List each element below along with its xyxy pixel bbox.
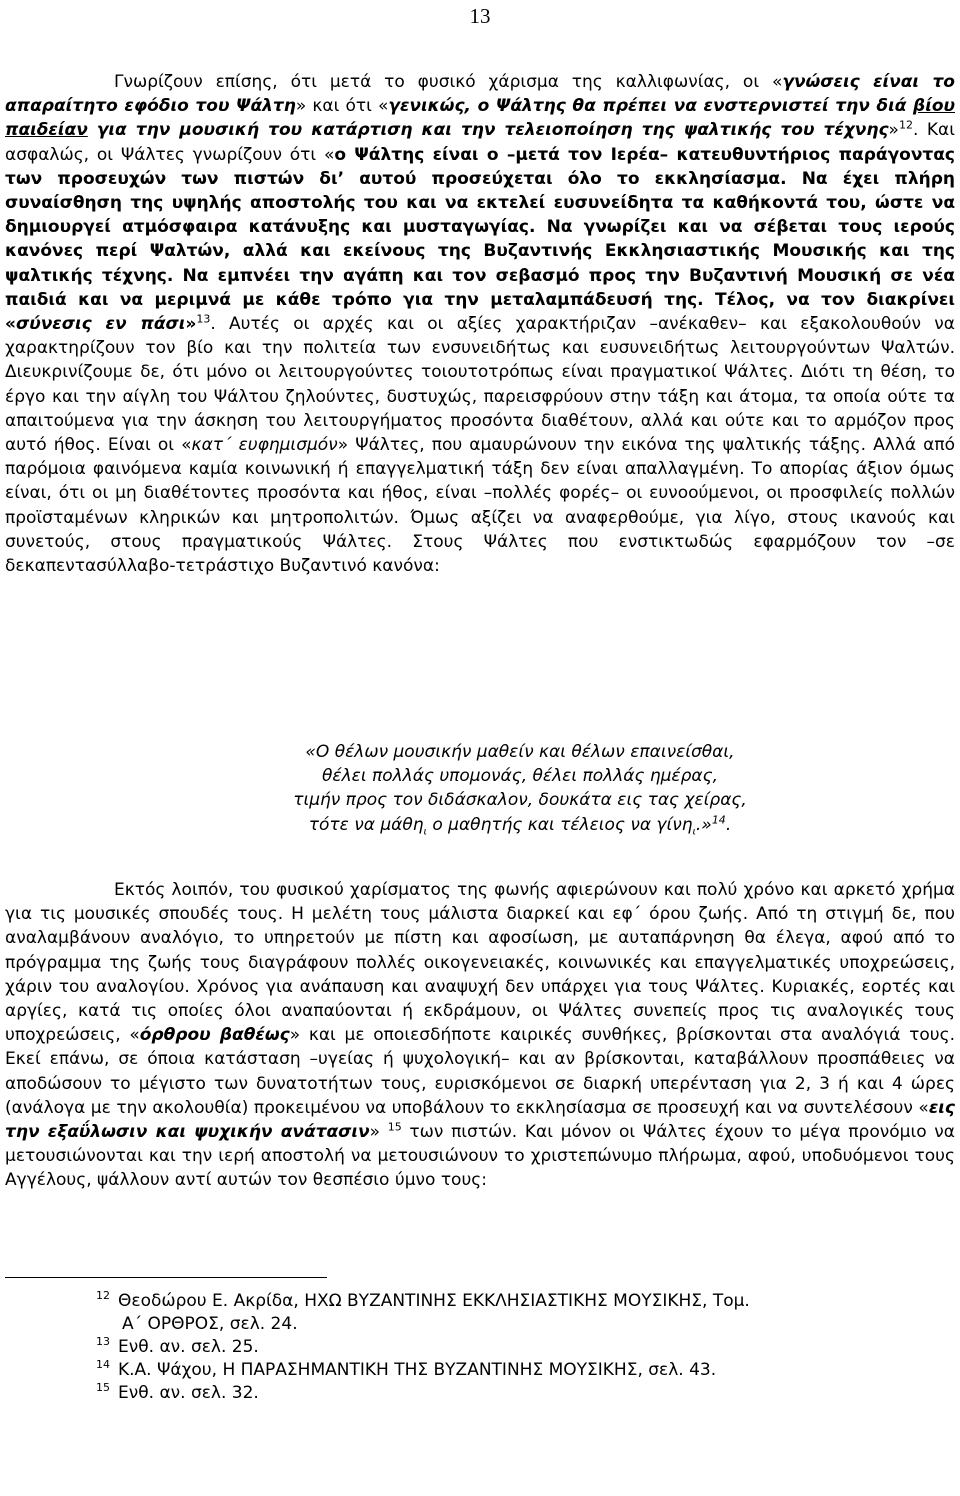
text-run-bold: » [185,314,197,335]
poem-line-4 [0,813,960,837]
text-run: Γνωρίζουν επίσης, ότι μετά το φυσικό χάρισμα της καλλιφωνίας, οι « [114,72,783,92]
footnote-text: Ενθ. αν. σελ. 32. [118,1383,259,1403]
footnote-number: 14 [96,1358,110,1372]
poem-text: .» [695,814,712,835]
footnote-number: 12 [96,1289,110,1303]
text-run-bold-italic: όρθρου βαθέως [139,1025,290,1046]
text-run-italic: κατ΄ ευφημισμόν [191,435,338,456]
poem-text: . [725,814,732,835]
footnote-14 [96,1359,936,1382]
poem-text: ο μαθητής και τέλειος να γίνη [426,814,693,835]
byzantine-canon-poem [0,740,960,837]
footnotes [96,1290,936,1405]
poem-line-1: «Ο θέλων μουσικήν μαθείν και θέλων επαινείσθαι, [305,742,735,762]
footnote-13 [96,1336,936,1359]
page-number: 13 [469,4,491,28]
iota-subscript: ι [423,826,427,837]
text-run-bold: ο Ψάλτης είναι ο –μετά τον Ιερέα– κατευθυντήριος παράγοντας των προσευχών των πιστών δι’ αυτού προσεύχεται όλο το εκκλησίασμα. Να έχει πλήρη συναίσθηση της υψηλής αποστολής του και να εκτελεί ευσυνείδητα τα καθήκοντά του, ώστε να δημιουργεί ατμόσφαιρα κατάνυξης και μυσταγωγίας. Να γνωρίζει και να σέβεται τους ιερούς κανόνες περί Ψαλτών, αλλά και εκείνους της Βυζαντινής Εκκλησιαστικής Μουσικής και της ψαλτικής τέχνης. Να εμπνέει την αγάπη και τον σεβασμό προς την Βυζαντινή Μουσική σε νέα παιδιά και να μεριμνά με κάθε τρόπο για την μεταλαμπάδευσή της. Τέλος, να τον διακρίνει « [5,144,956,335]
poem-text: τότε να μάθη [308,814,424,835]
poem-line-3: τιμήν προς τον διδάσκαλον, δουκάτα εις τας χείρας, [293,790,747,811]
text-run-bold-italic: για την μουσική του κατάρτιση και την τελειοποίηση της ψαλτικής του τέχνης [87,120,889,141]
paragraph-2 [5,878,955,1193]
text-run: Εκτός λοιπόν, του φυσικού χαρίσματος της φωνής αφιερώνουν και πολύ χρόνο και αρκετό χρήμα για τις μουσικές σπουδές τους. Η μελέτη τους μάλιστα διαρκεί και εφ΄ όρου ζωής. Από τη στιγμή δε, που αναλαμβάνουν αναλόγιο, το υπηρετούν με πίστη και αφοσίωση, με αυταπάρνηση θα έλεγα, αφού από το πρόγραμμα της ζωής τους διαγράφουν πολλές οικογενειακές, κοινωνικές και επαγγελματικές υποχρεώσεις, χάριν του αναλογίου. Χρόνος για ανάπαυση και αναψυχή δεν υπάρχει για τους Ψάλτες. Κυριακές, εορτές και αργίες, κατά τις οποίες όλοι αναπαύονται ή εκδράμουν, οι Ψάλτες συνεπείς προς τις αναλογικές τους υποχρεώσεις, « [5,880,955,1046]
footnote-12-continuation: Α΄ ΟΡΘΡΟΣ, σελ. 24. [122,1314,298,1334]
footnote-15 [96,1382,936,1405]
text-run-bold-italic: εις την εξαΰλωσιν και ψυχικήν ανάτασιν [5,1097,955,1143]
footnote-ref-14[interactable]: 14 [711,812,726,826]
paragraph-1 [5,70,955,578]
poem-line-2: θέλει πολλάς υπομονάς, θέλει πολλάς ημέρας, [321,766,718,787]
footnote-ref-13[interactable]: 13 [196,312,211,326]
text-run: » Ψάλτες, που αμαυρώνουν την εικόνα της ψαλτικής τάξης. Αλλά από παρόμοια φαινόμενα καμία κοινωνική ή επαγγελματική τάξη δεν είναι απαλλαγμένη. Το απορίας άξιον όμως είναι, ότι οι μη διαθέτοντες προσόντα και ήθος, είναι –πολλές φορές– οι ευνοούμενοι, οι προσφιλείς πολλών προϊσταμένων κληρικών και μητροπολιτών. Όμως αξίζει να αναφερθούμε, για λίγο, στους ικανούς και συνετούς, στους πραγματικούς Ψάλτες. Στους Ψάλτες που ενστικτωδώς εφαρμόζουν τον –σε δεκαπεντασύλλαβο-τετράστιχο Βυζαντινό κανόνα: [5,435,955,577]
text-run: » [369,1122,388,1143]
text-run-bold-italic: γενικώς, ο Ψάλτης θα πρέπει να ενστερνιστεί την διά [388,96,914,117]
footnote-text: Κ.Α. Ψάχου, Η ΠΑΡΑΣΗΜΑΝΤΙΚΗ ΤΗΣ ΒΥΖΑΝΤΙΝΗΣ ΜΟΥΣΙΚΗΣ, σελ. 43. [118,1360,717,1380]
text-run-underlined: βίου παιδείαν [5,96,955,141]
text-run: » [888,120,899,141]
text-run: » και με οποιεσδήποτε καιρικές συνθήκες, βρίσκονται στα αναλόγιά τους. Εκεί επάνω, σε όποια κατάσταση –υγείας ή ψυχολογική– και αν βρίσκονται, καταβάλλουν προσπάθειες να αποδώσουν το μέγιστο των δυνατοτήτων τους, ευρισκόμενοι σε διαρκή υπερένταση για 2, 3 ή και 4 ώρες (ανάλογα με την ακολουθία) προκειμένου να υποβάλουν το εκκλησίασμα σε προσευχή και να συντελέσουν « [5,1025,955,1118]
text-run: . Και ασφαλώς, οι Ψάλτες γνωρίζουν ότι « [5,120,956,165]
text-run: » και ότι « [295,96,389,117]
footnote-12 [96,1290,936,1313]
footnote-divider [5,1277,327,1278]
footnote-number: 15 [96,1381,110,1395]
footnote-number: 13 [96,1335,110,1349]
footnote-text: Ενθ. αν. σελ. 25. [118,1337,259,1357]
text-run-bold-italic: σύνεσις εν πάσι [15,314,186,335]
iota-subscript: ι [692,826,696,837]
text-run: . Αυτές οι αρχές και οι αξίες χαρακτήριζαν –ανέκαθεν– και εξακολουθούν να χαρακτηρίζουν τον βίο και την πολιτεία των ενσυνειδήτως και ευσυνειδήτως λειτουργούντων Ψαλτών. Διευκρινίζουμε δε, ότι μόνο οι λειτουργούντες τοιουτοτρόπως είναι πραγματικοί Ψάλτες. Διότι τη θέση, το έργο και την αίγλη του Ψάλτου ζηλούντες, δυστυχώς, παρεισφρύουν στην τάξη και άτομα, τα οποία ούτε τα απαιτούμενα για την άσκηση του λειτουργήματος προσόντα διαθέτουν, αλλά και ούτε και το αρμόζον προς αυτό ήθος. Είναι οι « [5,314,955,456]
text-run: των πιστών. Και μόνον οι Ψάλτες έχουν το μέγα προνόμιο να μετουσιώνονται και την ιερή αποστολή να μετουσιώνουν το χριστεπώνυμο πλήρωμα, αφού, υποδυόμενοι τους Αγγέλους, ψάλλουν αντί αυτών τον θεσπέσιο ύμνο τους: [5,1122,955,1191]
text-run-bold-italic: γνώσεις είναι το απαραίτητο εφόδιο του Ψάλτη [5,72,955,117]
footnote-ref-12[interactable]: 12 [898,118,913,132]
footnote-ref-15[interactable]: 15 [387,1120,402,1134]
footnote-text: Θεοδώρου Ε. Ακρίδα, ΗΧΩ ΒΥΖΑΝΤΙΝΗΣ ΕΚΚΛΗΣΙΑΣΤΙΚΗΣ ΜΟΥΣΙΚΗΣ, Τομ. [118,1291,750,1311]
